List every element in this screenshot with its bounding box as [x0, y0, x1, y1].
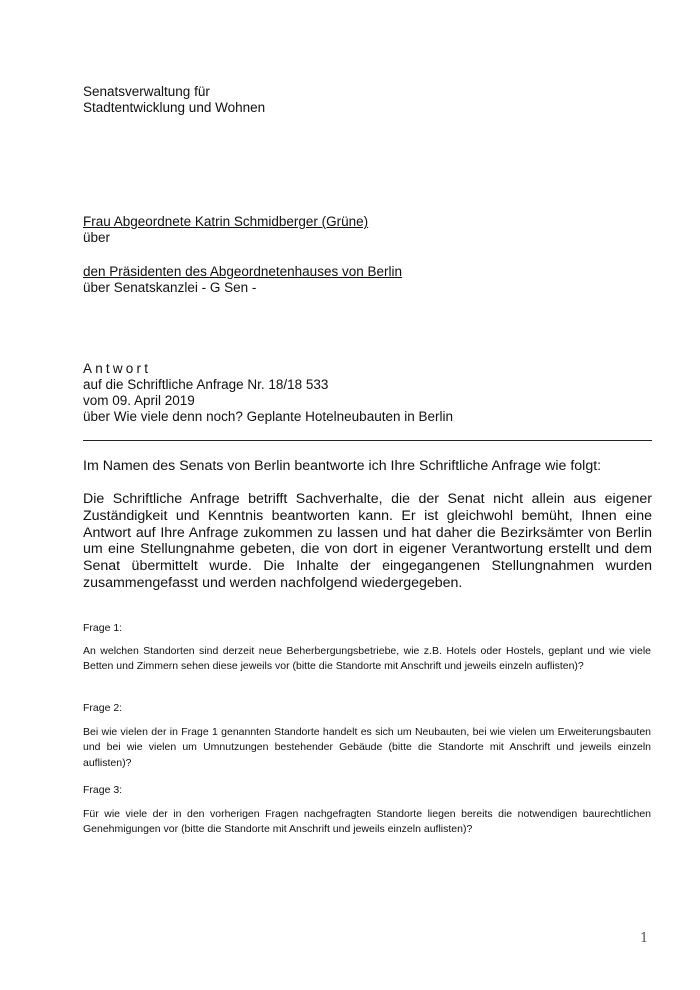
page-number: 1: [640, 931, 649, 946]
sender-line-2: Stadtentwicklung und Wohnen: [83, 100, 266, 115]
intro-text: Im Namen des Senats von Berlin beantworte ich Ihre Schriftliche Anfrage wie folgt:: [83, 458, 602, 474]
answer-subject: über Wie viele denn noch? Geplante Hotelneubauten in Berlin: [83, 409, 453, 424]
question-2-label: Frage 2:: [83, 702, 123, 714]
sender-line-1: Senatsverwaltung für: [83, 84, 210, 99]
question-2-text: Bei wie vielen der in Frage 1 genannten Standorte handelt es sich um Neubauten, bei wie vielen um Erweiterungsbauten und bei wie vielen um Umnutzungen bestehender Gebäude (bitte die Standorte mit Anschrift und jeweils einzeln auflisten)?: [83, 726, 651, 769]
recipient-name: Frau Abgeordnete Katrin Schmidberger (Grüne): [83, 214, 369, 229]
president-block: [83, 264, 653, 296]
question-1-label: Frage 1:: [83, 622, 123, 634]
question-1-text: An welchen Standorten sind derzeit neue Beherbergungsbetriebe, wie z.B. Hotels oder Hostels, geplant und wie viele Betten und Zimmern sehen diese jeweils vor (bitte die Standorte mit Anschrift und jeweils einzeln auflisten)?: [83, 645, 651, 673]
answer-block: [83, 361, 653, 425]
recipient-via-1: über: [83, 230, 111, 245]
divider-line: [83, 440, 652, 441]
answer-inquiry: auf die Schriftliche Anfrage Nr. 18/18 533: [83, 377, 329, 392]
body-paragraph: Die Schriftliche Anfrage betrifft Sachverhalte, die der Senat nicht allein aus eigener Zuständigkeit und Kenntnis beantworten kann. Er ist gleichwohl bemüht, Ihnen eine Antwort auf Ihre Anfrage zukommen zu lassen und hat daher die Bezirksämter von Berlin um eine Stellungnahme gebeten, die von dort in eigener Verantwortung erstellt und dem Senat übermittelt wurde. Die Inhalte der eingegangenen Stellungnahmen wurden zusammengefasst und werden nachfolgend wiedergegeben.: [83, 491, 652, 591]
answer-date: vom 09. April 2019: [83, 393, 195, 408]
question-3-label: Frage 3:: [83, 784, 123, 796]
answer-heading: Antwort: [83, 361, 152, 376]
question-3-text: Für wie viele der in den vorherigen Fragen nachgefragten Standorte liegen bereits die notwendigen baurechtlichen Genehmigungen vor (bitte die Standorte mit Anschrift und jeweils einzeln auflisten)?: [83, 808, 651, 836]
recipient-block: [83, 214, 653, 246]
recipient-via-2: über Senatskanzlei - G Sen -: [83, 280, 257, 295]
sender-block: [83, 84, 653, 116]
recipient-president: den Präsidenten des Abgeordnetenhauses von Berlin: [83, 264, 402, 279]
